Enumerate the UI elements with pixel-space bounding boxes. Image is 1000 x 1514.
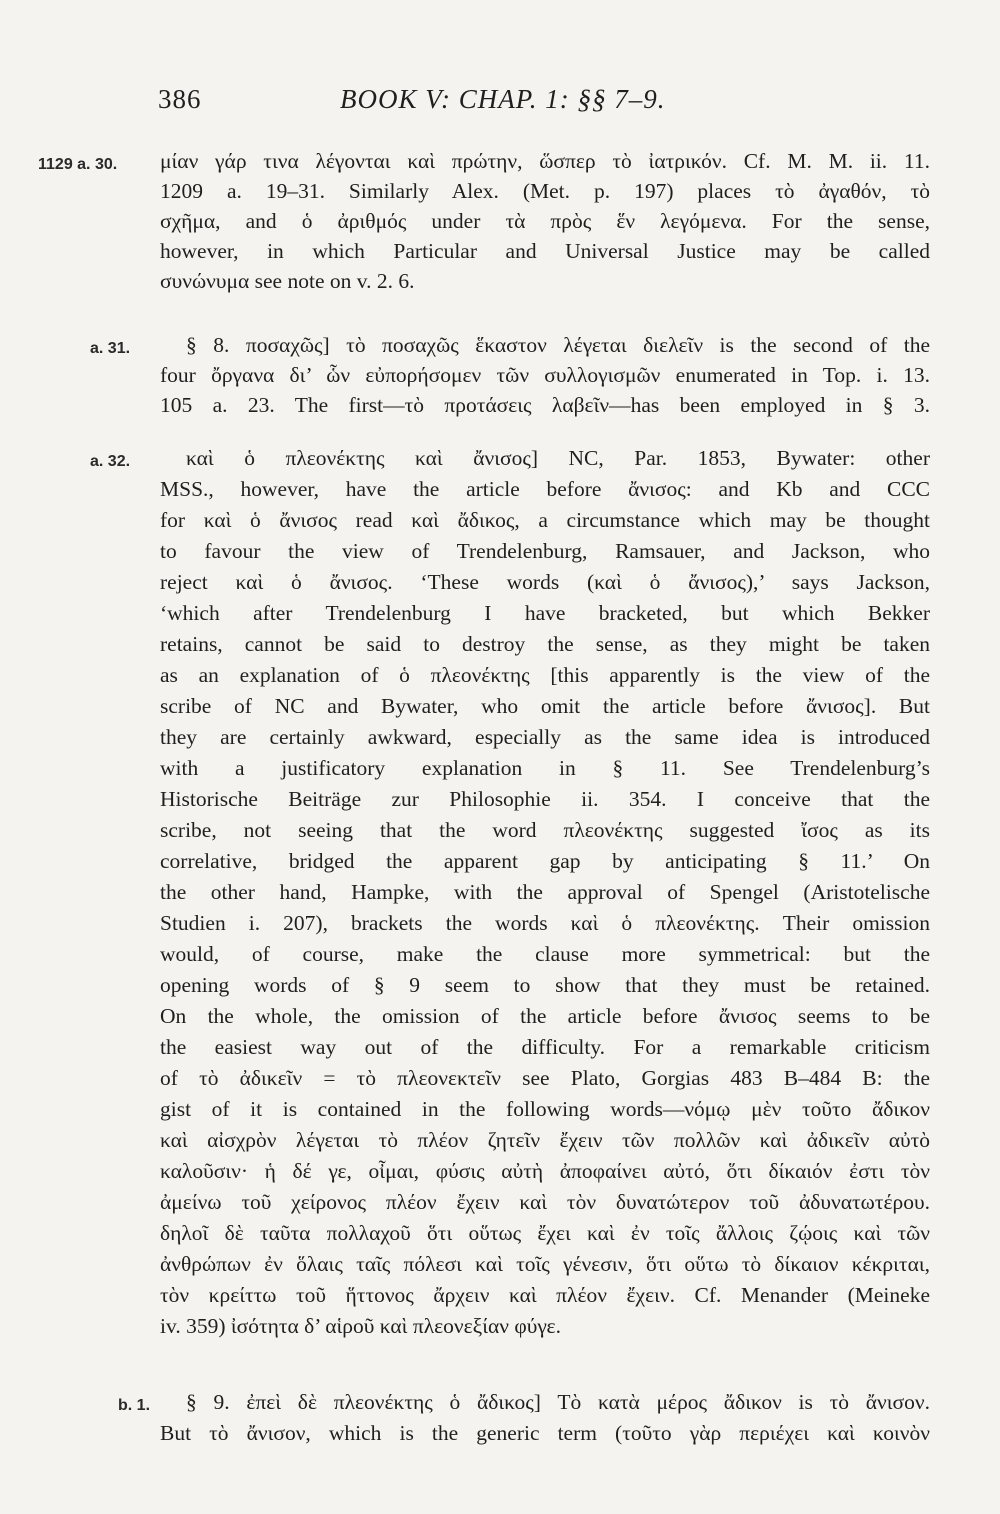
note-line: scribe of NC and Bywater, who omit the article before ἄνισος]. But: [160, 694, 930, 718]
note-line: σχῆμα, and ὁ ἀριθμός under τὰ πρὸς ἕν λεγόμενα. For the sense,: [160, 209, 930, 233]
note-line: § 9. ἐπεὶ δὲ πλεονέκτης ὁ ἄδικος] Τὸ κατὰ μέρος ἄδικον is τὸ ἄνισον.: [186, 1390, 930, 1414]
note-line: reject καὶ ὁ ἄνισος. ‘These words (καὶ ὁ ἄνισος),’ says Jackson,: [160, 570, 930, 594]
note-line: with a justificatory explanation in § 11. See Trendelenburg’s: [160, 756, 930, 780]
note-line: δηλοῖ δὲ ταῦτα πολλαχοῦ ὅτι οὕτως ἔχει καὶ ἐν τοῖς ἄλλοις ζῴοις καὶ τῶν: [160, 1221, 930, 1245]
note-line: 105 a. 23. The first—τὸ προτάσεις λαβεῖν—has been employed in § 3.: [160, 393, 930, 417]
note-line: opening words of § 9 seem to show that they must be retained.: [160, 973, 930, 997]
note-line: ἀμείνω τοῦ χείρονος πλέον ἔχειν καὶ τὸν δυνατώτερον τοῦ ἀδυνατωτέρου.: [160, 1190, 930, 1214]
running-head-title: BOOK V: CHAP. 1: §§ 7–9.: [340, 84, 666, 114]
note-line: as an explanation of ὁ πλεονέκτης [this apparently is the view of the: [160, 663, 930, 687]
note-line: On the whole, the omission of the article before ἄνισος seems to be: [160, 1004, 930, 1028]
note-line: MSS., however, have the article before ἄνισος: and Kb and CCC: [160, 477, 930, 501]
note-line: four ὄργανα δι’ ὧν εὐπορήσομεν τῶν συλλογισμῶν enumerated in Top. i. 13.: [160, 363, 930, 387]
note-line: retains, cannot be said to destroy the sense, as they might be taken: [160, 632, 930, 656]
note-line: καλοῦσιν· ἡ δέ γε, οἶμαι, φύσις αὐτὴ ἀποφαίνει αὐτό, ὅτι δίκαιόν ἐστι τὸν: [160, 1159, 930, 1183]
note-line: of τὸ ἀδικεῖν = τὸ πλεονεκτεῖν see Plato, Gorgias 483 B–484 B: the: [160, 1066, 930, 1090]
note-line: would, of course, make the clause more symmetrical: but the: [160, 942, 930, 966]
note-line: ‘which after Trendelenburg I have bracketed, but which Bekker: [160, 601, 930, 625]
note-line: § 8. ποσαχῶς] τὸ ποσαχῶς ἕκαστον λέγεται διελεῖν is the second of the: [186, 333, 930, 357]
note-line: ἀνθρώπων ἐν ὅλαις ταῖς πόλεσι καὶ τοῖς γένεσιν, ὅτι οὕτω τὸ δίκαιον κέκριται,: [160, 1252, 930, 1276]
note-line: gist of it is contained in the following words—νόμῳ μὲν τοῦτο ἄδικον: [160, 1097, 930, 1121]
note-line: καὶ αἰσχρὸν λέγεται τὸ πλέον ζητεῖν ἔχειν τῶν πολλῶν καὶ ἀδικεῖν αὐτὸ: [160, 1128, 930, 1152]
note-line: τὸν κρείττω τοῦ ἥττονος ἄρχειν καὶ πλέον ἔχειν. Cf. Menander (Meineke: [160, 1283, 930, 1307]
note-line: iv. 359) ἰσότητα δ’ αἱροῦ καὶ πλεονεξίαν φύγε.: [160, 1314, 561, 1338]
note-line: μίαν γάρ τινα λέγονται καὶ πρώτην, ὥσπερ τὸ ἰατρικόν. Cf. M. M. ii. 11.: [160, 149, 930, 173]
note-line: for καὶ ὁ ἄνισος read καὶ ἄδικος, a circumstance which may be thought: [160, 508, 930, 532]
note-line: καὶ ὁ πλεονέκτης καὶ ἄνισος] NC, Par. 1853, Bywater: other: [186, 446, 930, 470]
note-line: the easiest way out of the difficulty. For a remarkable criticism: [160, 1035, 930, 1059]
line-reference: 1129 a. 30.: [38, 156, 118, 173]
note-line: συνώνυμα see note on v. 2. 6.: [160, 269, 415, 293]
note-line: the other hand, Hampke, with the approval of Spengel (Aristotelische: [160, 880, 930, 904]
note-line: to favour the view of Trendelenburg, Ramsauer, and Jackson, who: [160, 539, 930, 563]
line-reference: b. 1.: [118, 1397, 151, 1414]
page-number: 386: [158, 84, 202, 114]
note-line: Studien i. 207), brackets the words καὶ ὁ πλεονέκτης. Their omission: [160, 911, 930, 935]
line-reference: a. 32.: [90, 453, 131, 470]
note-line: however, in which Particular and Universal Justice may be called: [160, 239, 930, 263]
note-line: Historische Beiträge zur Philosophie ii. 354. I conceive that the: [160, 787, 930, 811]
note-line: scribe, not seeing that the word πλεονέκτης suggested ἴσος as its: [160, 818, 930, 842]
running-head: [158, 84, 938, 124]
note-line: correlative, bridged the apparent gap by anticipating § 11.’ On: [160, 849, 930, 873]
line-reference: a. 31.: [90, 340, 131, 357]
note-line: But τὸ ἄνισον, which is the generic term (τοῦτο γὰρ περιέχει καὶ κοινὸν: [160, 1421, 930, 1445]
note-line: 1209 a. 19–31. Similarly Alex. (Met. p. 197) places τὸ ἀγαθόν, τὸ: [160, 179, 930, 203]
note-line: they are certainly awkward, especially as the same idea is introduced: [160, 725, 930, 749]
